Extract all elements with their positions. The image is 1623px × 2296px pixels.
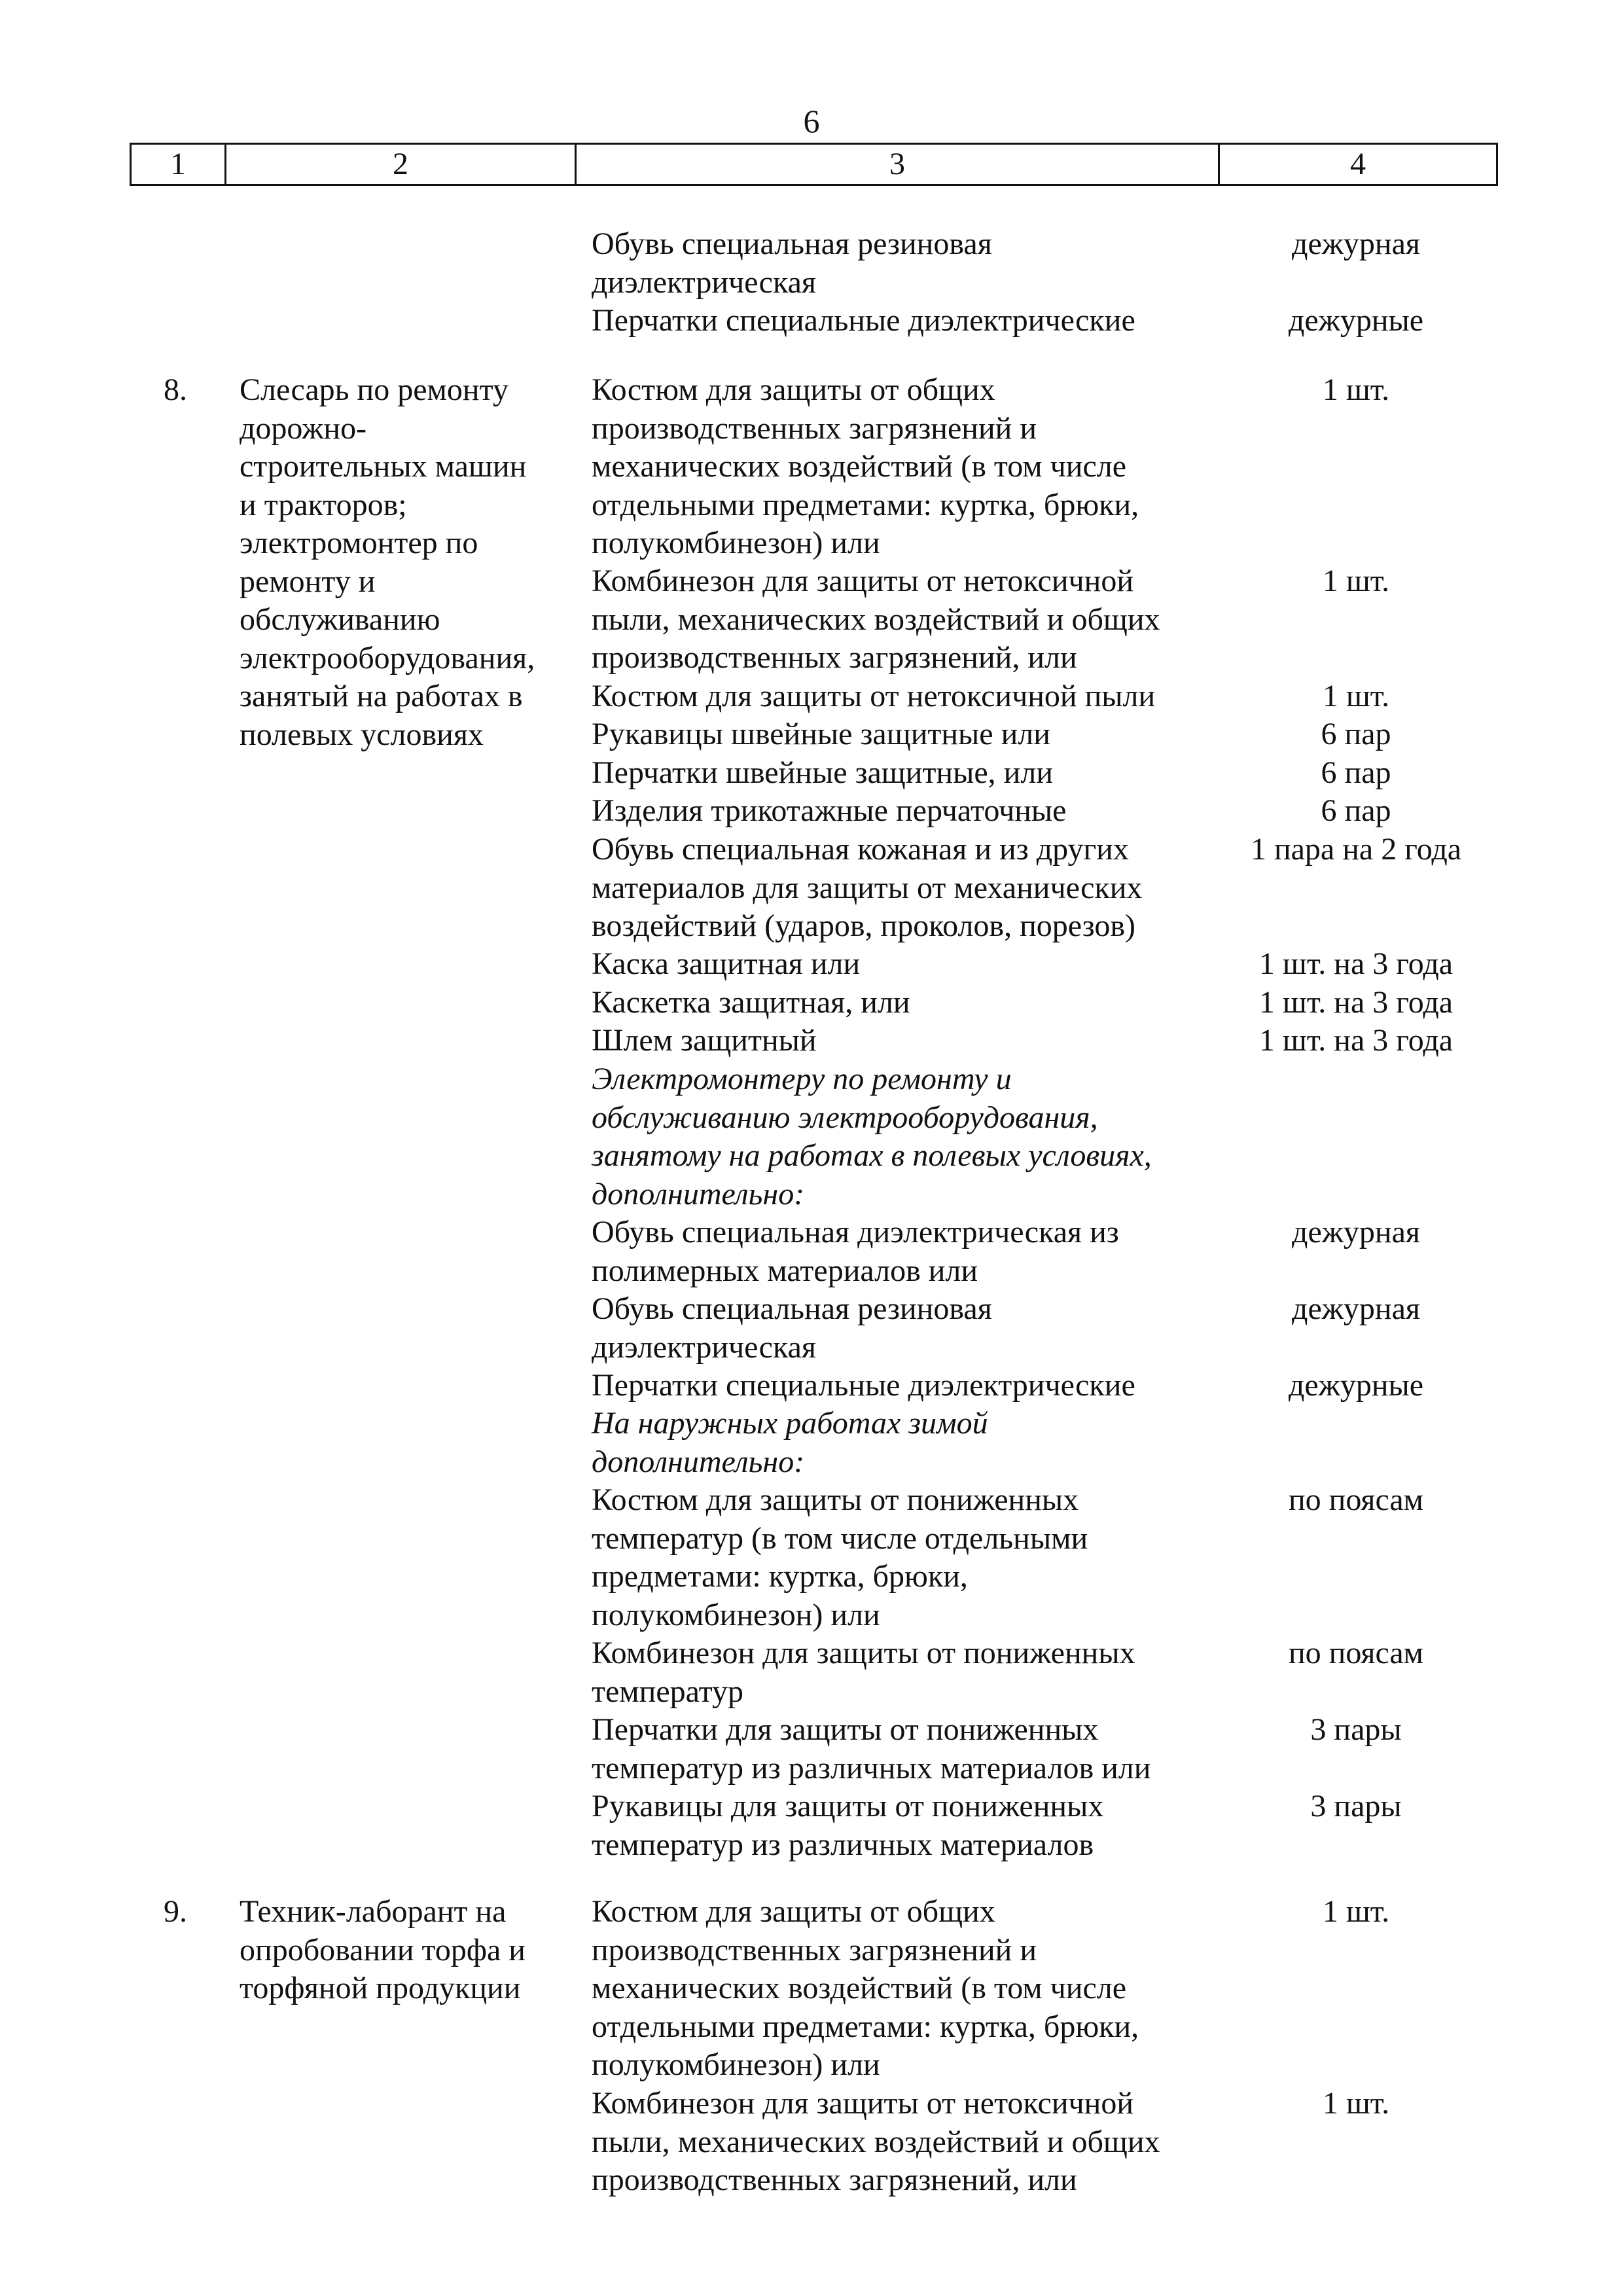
item-text: Перчатки специальные диэлектрические xyxy=(592,1368,1135,1403)
entry-profession: Техник-лаборант на опробовании торфа и торфяной продукции xyxy=(240,1894,526,2005)
item-quantity: дежурная xyxy=(1292,1215,1420,1249)
item-quantity: 1 пара на 2 года xyxy=(1250,832,1462,867)
item-text: Перчатки специальные диэлектрические xyxy=(592,303,1135,338)
item-quantity: дежурные xyxy=(1288,303,1424,338)
item-text: Обувь специальная резиновая диэлектрическая xyxy=(592,1291,992,1365)
item-text: Костюм для защиты от пониженных температур (в том числе отдельными предметами: куртка, брюки, полукомбинезон) или xyxy=(592,1482,1088,1632)
item-quantity: 1 шт. xyxy=(1322,2086,1390,2121)
item-text: Обувь специальная кожаная и из других материалов для защиты от механических воздействий (ударов, проколов, порезов) xyxy=(592,832,1143,943)
item-text: Шлем защитный xyxy=(592,1023,817,1058)
entry-number: 9. xyxy=(164,1894,187,1929)
item-text: Каскетка защитная, или xyxy=(592,985,910,1020)
item-text: Обувь специальная диэлектрическая из полимерных материалов или xyxy=(592,1215,1119,1288)
item-text: Рукавицы швейные защитные или xyxy=(592,717,1050,751)
item-quantity: 1 шт. на 3 года xyxy=(1258,946,1454,981)
item-text: Перчатки для защиты от пониженных температур из различных материалов или xyxy=(592,1712,1151,1785)
italic-note: Электромонтеру по ремонту и обслуживанию электрооборудования, занятому на работах в полевых условиях, дополнительно: xyxy=(592,1062,1152,1211)
item-quantity: по поясам xyxy=(1288,1482,1424,1517)
item-text: Обувь специальная резиновая диэлектрическая xyxy=(592,226,992,300)
column-header-2: 2 xyxy=(226,144,576,185)
item-text: Костюм для защиты от общих производственных загрязнений и механических воздействий (в том числе отдельными предметами: куртка, брюки, полукомбинезон) или xyxy=(592,1894,1139,2082)
column-header-3: 3 xyxy=(576,144,1219,185)
item-quantity: дежурная xyxy=(1292,1291,1420,1326)
item-quantity: 1 шт. xyxy=(1322,679,1390,713)
column-header-table xyxy=(130,143,1498,186)
item-quantity: 1 шт. xyxy=(1322,1894,1390,1929)
item-text: Рукавицы для защиты от пониженных температур из различных материалов xyxy=(592,1789,1104,1862)
item-quantity: 6 пар xyxy=(1321,717,1391,751)
item-quantity: 3 пары xyxy=(1310,1712,1402,1747)
item-quantity: 1 шт. на 3 года xyxy=(1258,985,1454,1020)
item-quantity: 6 пар xyxy=(1321,755,1391,790)
column-header-4: 4 xyxy=(1219,144,1497,185)
item-quantity: дежурные xyxy=(1288,1368,1424,1403)
item-quantity: по поясам xyxy=(1288,1636,1424,1670)
item-text: Каска защитная или xyxy=(592,946,861,981)
item-text: Комбинезон для защиты от пониженных температур xyxy=(592,1636,1135,1709)
entry-number: 8. xyxy=(164,372,187,407)
item-quantity: 6 пар xyxy=(1321,793,1391,828)
item-text: Комбинезон для защиты от нетоксичной пыли, механических воздействий и общих производственных загрязнений, или xyxy=(592,564,1160,675)
item-quantity: 1 шт. на 3 года xyxy=(1258,1023,1454,1058)
italic-note: На наружных работах зимой дополнительно: xyxy=(592,1406,988,1479)
item-text: Перчатки швейные защитные, или xyxy=(592,755,1053,790)
item-text: Костюм для защиты от общих производственных загрязнений и механических воздействий (в том числе отдельными предметами: куртка, брюки, полукомбинезон) или xyxy=(592,372,1139,560)
item-text: Изделия трикотажные перчаточные xyxy=(592,793,1067,828)
item-quantity: 3 пары xyxy=(1310,1789,1402,1823)
item-quantity: дежурная xyxy=(1292,226,1420,261)
item-quantity: 1 шт. xyxy=(1322,564,1390,598)
item-quantity: 1 шт. xyxy=(1322,372,1390,407)
entry-profession: Слесарь по ремонту дорожно- строительных машин и тракторов; электромонтер по ремонту и обслуживанию электрооборудования, занятый на работах в полевых условиях xyxy=(240,372,535,752)
page-number: 6 xyxy=(803,103,820,139)
item-text: Комбинезон для защиты от нетоксичной пыли, механических воздействий и общих производственных загрязнений, или xyxy=(592,2086,1160,2197)
item-text: Костюм для защиты от нетоксичной пыли xyxy=(592,679,1156,713)
column-header-1: 1 xyxy=(131,144,226,185)
